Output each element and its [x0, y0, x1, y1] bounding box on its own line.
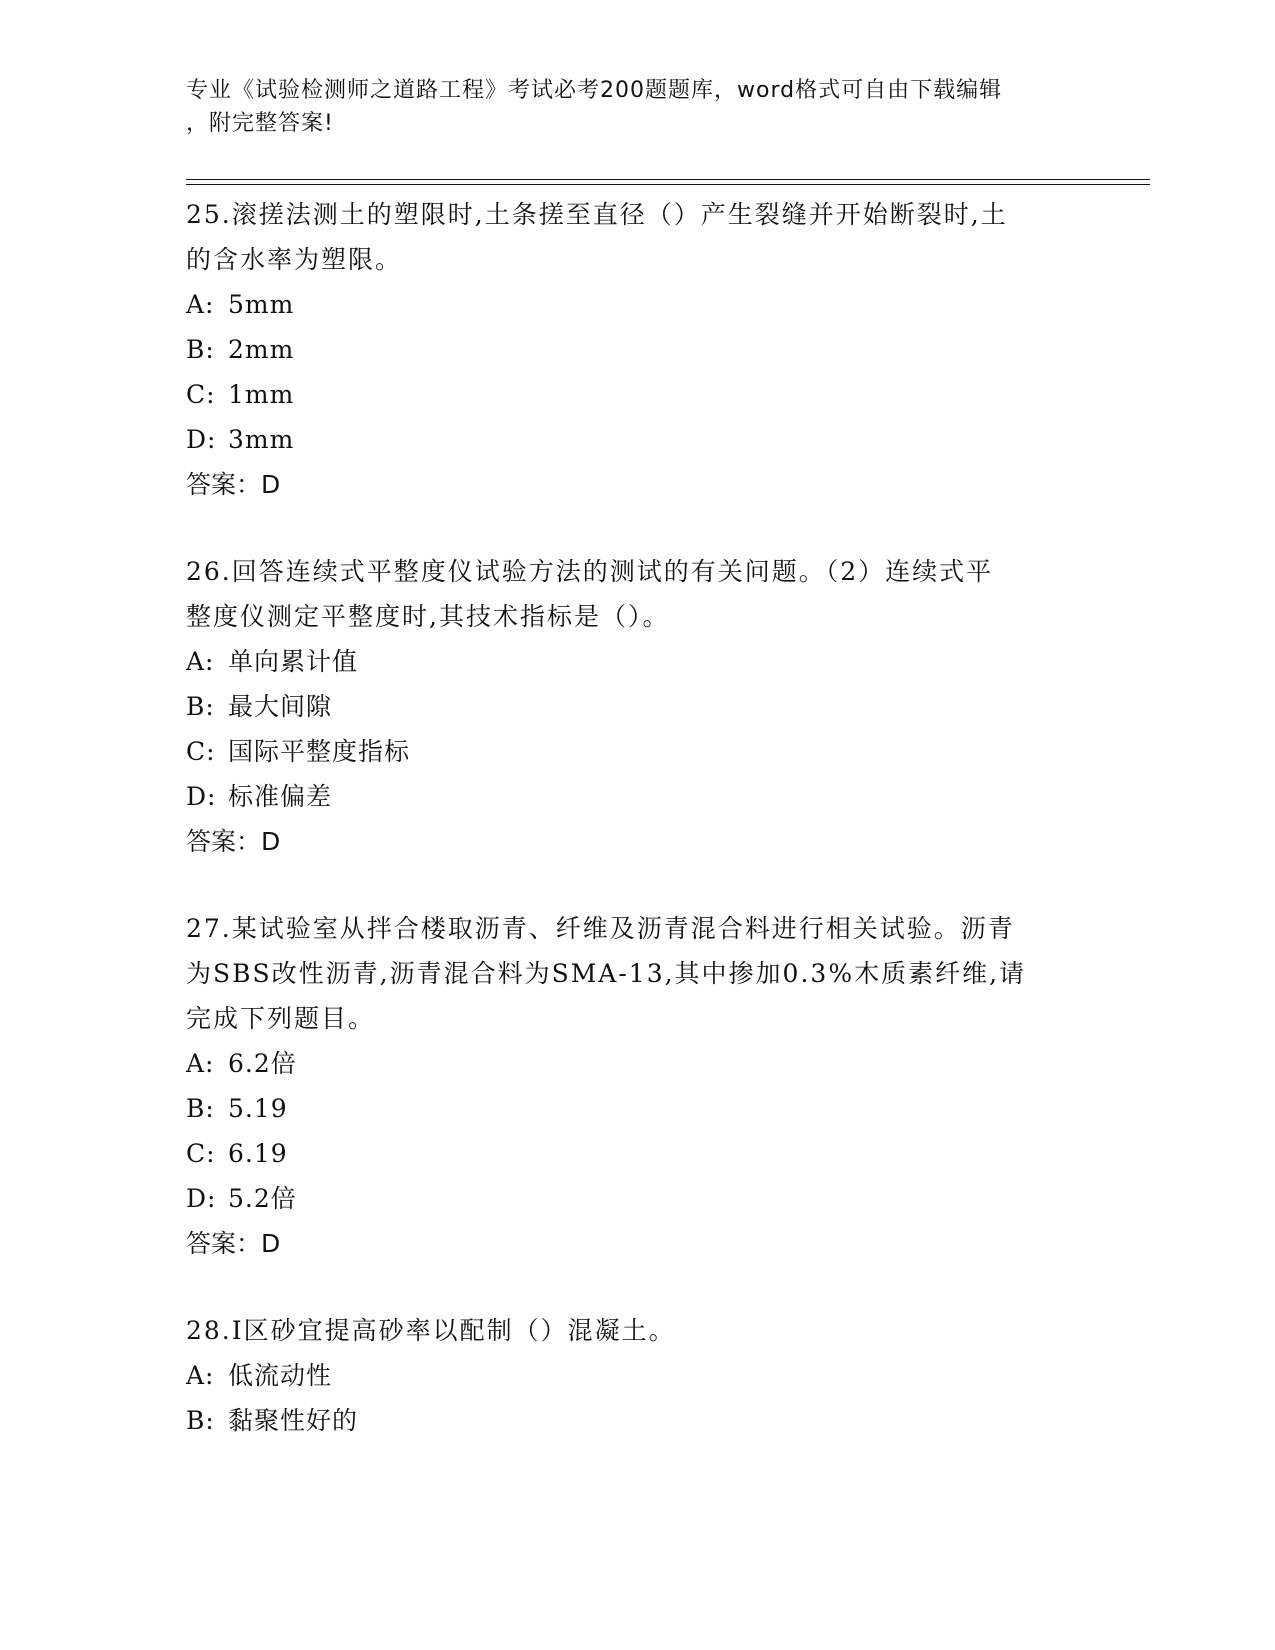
option-letter: D: — [186, 782, 217, 811]
question-26 — [186, 549, 1086, 864]
option-letter: C: — [186, 1139, 216, 1168]
option-text: 6.19 — [228, 1139, 288, 1168]
option-d — [186, 774, 1086, 819]
option-a — [186, 1353, 1086, 1398]
option-text: 黏聚性好的 — [228, 1406, 359, 1435]
option-d — [186, 417, 1086, 462]
question-stem-line: 26.回答连续式平整度仪试验方法的测试的有关问题。（2）连续式平 — [186, 557, 994, 586]
option-text: 5.2倍 — [228, 1184, 297, 1213]
option-letter: A: — [186, 1049, 215, 1078]
option-b — [186, 1398, 1086, 1443]
option-letter: B: — [186, 692, 215, 721]
option-text: 低流动性 — [228, 1361, 333, 1390]
question-stem-line: 27.某试验室从拌合楼取沥青、纤维及沥青混合料进行相关试验。沥青 — [186, 914, 1015, 943]
option-text: 3mm — [228, 425, 295, 454]
option-text: 5.19 — [228, 1094, 288, 1123]
question-stem-line: 28.Ⅰ区砂宜提高砂率以配制（）混凝土。 — [186, 1316, 676, 1345]
option-letter: B: — [186, 1406, 215, 1435]
option-letter: A: — [186, 647, 215, 676]
option-text: 国际平整度指标 — [228, 737, 411, 766]
option-a — [186, 282, 1086, 327]
header-line-2: ，附完整答案! — [186, 111, 334, 136]
answer-line: 答案：D — [186, 827, 281, 856]
option-b — [186, 327, 1086, 372]
option-text: 标准偏差 — [228, 782, 333, 811]
option-text: 6.2倍 — [228, 1049, 297, 1078]
option-text: 单向累计值 — [228, 647, 359, 676]
question-stem-line: 完成下列题目。 — [186, 1004, 376, 1033]
question-stem-line: 的含水率为塑限。 — [186, 245, 403, 274]
document-header — [186, 74, 1066, 140]
option-a — [186, 1041, 1086, 1086]
option-letter: D: — [186, 425, 217, 454]
option-letter: A: — [186, 290, 215, 319]
option-a — [186, 639, 1086, 684]
option-c — [186, 729, 1086, 774]
header-divider-top — [186, 179, 1150, 180]
option-letter: B: — [186, 1094, 215, 1123]
question-list — [186, 192, 1086, 1485]
option-text: 5mm — [228, 290, 295, 319]
answer-line: 答案：D — [186, 470, 281, 499]
question-27 — [186, 906, 1086, 1266]
question-25 — [186, 192, 1086, 507]
question-stem-line: 25.滚搓法测土的塑限时,土条搓至直径（）产生裂缝并开始断裂时,土 — [186, 200, 1008, 229]
option-letter: B: — [186, 335, 215, 364]
option-letter: C: — [186, 380, 216, 409]
option-c — [186, 372, 1086, 417]
option-letter: D: — [186, 1184, 217, 1213]
option-letter: A: — [186, 1361, 215, 1390]
question-stem-line: 整度仪测定平整度时,其技术指标是（）。 — [186, 602, 670, 631]
option-text: 2mm — [228, 335, 295, 364]
question-28 — [186, 1308, 1086, 1443]
option-c — [186, 1131, 1086, 1176]
header-line-1: 专业《试验检测师之道路工程》考试必考200题题库，word格式可自由下载编辑 — [186, 78, 1003, 103]
option-d — [186, 1176, 1086, 1221]
header-divider-bottom — [186, 184, 1150, 185]
option-b — [186, 1086, 1086, 1131]
question-stem-line: 为SBS改性沥青,沥青混合料为SMA-13,其中掺加0.3%木质素纤维,请 — [186, 959, 1027, 988]
option-letter: C: — [186, 737, 216, 766]
option-text: 1mm — [228, 380, 295, 409]
answer-line: 答案：D — [186, 1229, 281, 1258]
option-text: 最大间隙 — [228, 692, 333, 721]
option-b — [186, 684, 1086, 729]
